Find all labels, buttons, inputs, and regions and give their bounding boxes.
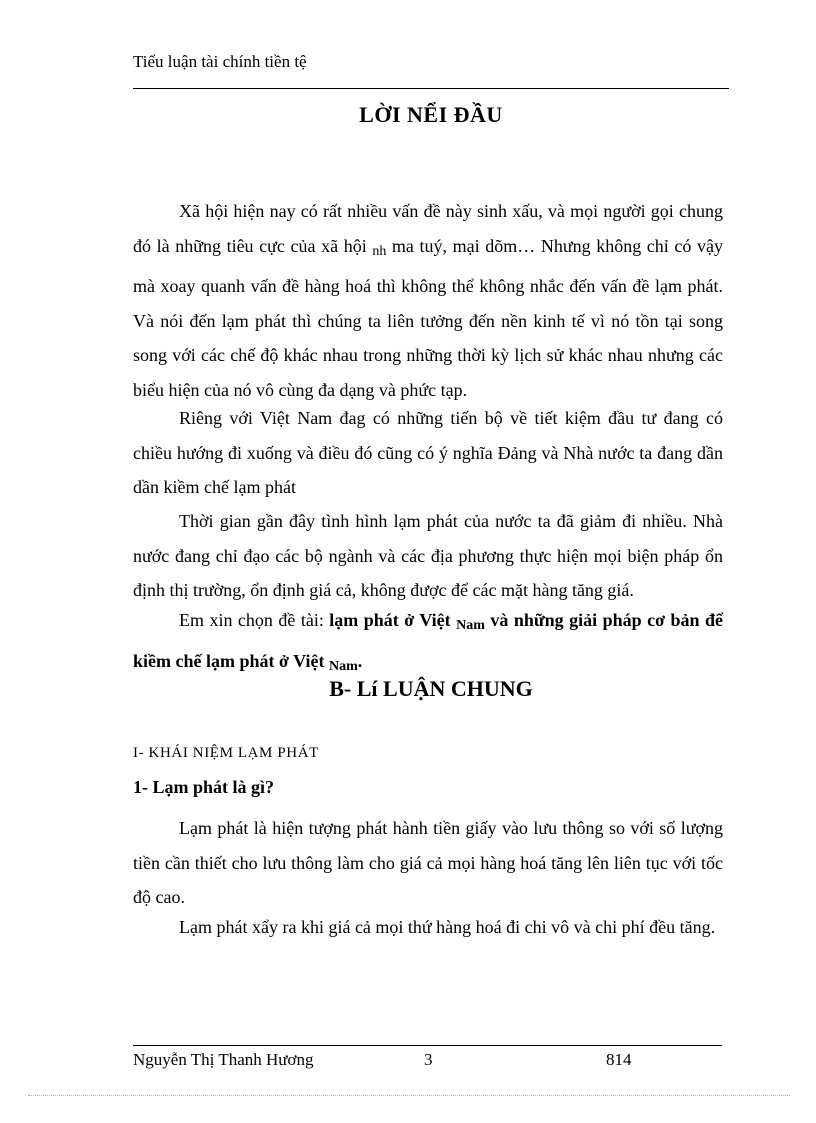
subsection-1-title: 1- Lạm phát là gì? xyxy=(133,777,275,797)
paragraph-definition: Lạm phát là hiện tượng phát hành tiền giấy vào lưu thông so với số lượng tiền cần thiết cho lưu thông làm cho giá cả mọi hàng hoá tăng lên liên tục với tốc độ cao. xyxy=(133,818,723,908)
paragraph-topic xyxy=(133,603,723,684)
footer-page-number: 3 xyxy=(424,1050,433,1069)
paragraph-vietnam: Riêng với Việt Nam đag có những tiến bộ về tiết kiệm đầu tư đang có chiều hướng đi xuống và điều đó cũng có ý nghĩa Đảng và Nhà nước ta đang dần dần kiềm chế lạm phát xyxy=(133,408,723,498)
topic-prefix: Em xin chọn đề tài: xyxy=(179,610,330,630)
paragraph-intro-text-a: Xã hội hiện nay có rất nhiều vấn đề này sinh xấu, và mọi người gọi chung đó là những tiêu cực của xã hội xyxy=(133,201,723,256)
header-divider xyxy=(133,88,729,89)
paragraph-recent: Thời gian gần đây tình hình lạm phát của nước ta đã giảm đi nhiều. Nhà nước đang chỉ đạo các bộ ngành và các địa phương thực hiện mọi biện pháp ổn định thị trường, ổn định giá cả, không được để các mặt hàng tăng giá. xyxy=(133,511,723,601)
topic-sub-2: Nam xyxy=(328,658,358,674)
header-title: Tiểu luận tài chính tiền tệ xyxy=(133,52,307,71)
section-i-title: I- KHÁI NIỆM LẠM PHÁT xyxy=(133,745,319,761)
topic-bold-1: lạm phát ở Việt xyxy=(329,610,457,630)
paragraph-intro-sub: nh xyxy=(372,243,387,259)
footer-author: Nguyễn Thị Thanh Hương xyxy=(133,1050,314,1069)
footer-divider xyxy=(133,1045,722,1046)
footer-code: 814 xyxy=(606,1050,632,1069)
paragraph-intro-text-b: ma tuý, mại dõm… Nhưng không chỉ có vậy mà xoay quanh vấn đề hàng hoá thì không thể không nhắc đến vấn đề lạm phát. Và nói đến lạm phát thì chúng ta liên tưởng đến nền kinh tế vì nó tồn tại song song với các chế độ khác nhau trong những thời kỳ lịch sử khác nhau nhưng các biểu hiện của nó vô cùng đa dạng và phức tạp. xyxy=(133,235,723,400)
topic-bold-3: . xyxy=(357,650,363,671)
page-bottom-dotted-line xyxy=(28,1095,790,1096)
topic-bold-2: và những giải pháp cơ bản để kiềm chế lạm phát ở Việt xyxy=(133,610,723,671)
paragraph-intro xyxy=(133,194,723,408)
section-b-title: B- Lí LUẬN CHUNG xyxy=(329,676,533,701)
paragraph-occurrence: Lạm phát xẩy ra khi giá cả mọi thứ hàng hoá đi chi vô và chi phí đều tăng. xyxy=(179,917,716,937)
preface-title: LỜI NỂI ĐẦU xyxy=(359,102,503,127)
topic-sub-1: Nam xyxy=(456,618,485,633)
